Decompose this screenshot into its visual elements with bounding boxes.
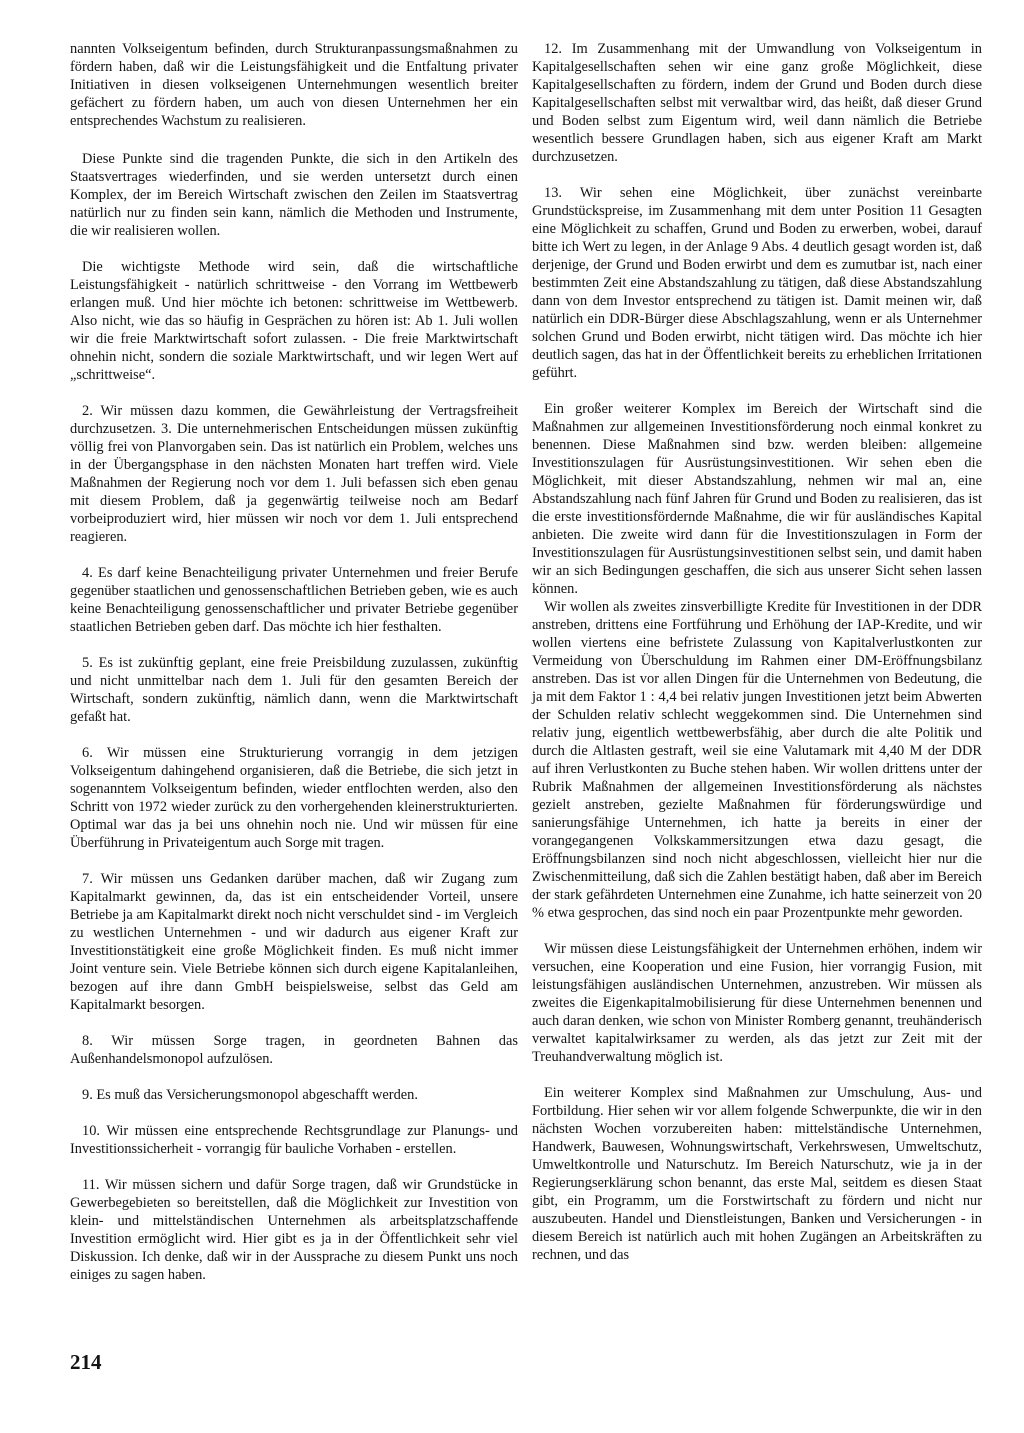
paragraph: 7. Wir müssen uns Gedanken darüber machen, daß wir Zugang zum Kapitalmarkt gewinnen, da, das ist ein entscheidender Vorteil, unsere Betriebe ja am Kapitalmarkt direkt noch nicht verschuldet sind - im Vergleich zu westlichen Unternehmen - und wir dadurch aus eigener Kraft zur Investitionstätigkeit eine große Möglichkeit finden. Es muß nicht immer Joint venture sein. Viele Betriebe können sich durch eigene Kapitalanleihen, bezogen auf ihre dann GmbH beispielsweise, selbst das Geld am Kapitalmarkt besorgen. — [70, 871, 518, 1013]
paragraph: 8. Wir müssen Sorge tragen, in geordneten Bahnen das Außenhandelsmonopol aufzulösen. — [70, 1033, 518, 1067]
paragraph: 12. Im Zusammenhang mit der Umwandlung von Volkseigentum in Kapitalgesellschaften sehen wir eine ganz große Möglichkeit, diese Kapitalgesellschaften zu fördern, indem der Grund und Boden durch diese Kapitalgesellschaften selbst mit verwaltbar wird, das heißt, daß dieser Grund und Boden selbst zum Eigentum wird, weil dann nämlich die Betriebe wesentlich bessere Grundlagen haben, sich aus eigener Kraft am Markt durchzusetzen. — [532, 41, 982, 165]
paragraph: 13. Wir sehen eine Möglichkeit, über zunächst vereinbarte Grundstückspreise, im Zusammenhang mit dem unter Position 11 Gesagten eine Möglichkeit zu schaffen, Grund und Boden zu erwerben, wobei, darauf bitte ich Wert zu legen, in der Anlage 9 Abs. 4 deutlich gesagt worden ist, daß derjenige, der Grund und Boden erwirbt und dem es zumutbar ist, nach einer bestimmten Zeit eine Abstandszahlung zu tätigen, daß diese Abstandszahlung dann von dem Investor entsprechend zu tätigen ist. Damit meinen wir, daß natürlich ein DDR-Bürger diese Abschlagszahlung, wenn er als Unternehmer solchen Grund und Boden erwirbt, nicht tätigen wird. Das möchte ich hier deutlich sagen, das hat in der Öffentlichkeit bereits zu erheblichen Irritationen geführt. — [532, 185, 982, 381]
paragraph: Ein weiterer Komplex sind Maßnahmen zur Umschulung, Aus- und Fortbildung. Hier sehen wir vor allem folgende Schwerpunkte, die wir in den nächsten Wochen vorzubereiten haben: mittelständische Unternehmen, Handwerk, Bauwesen, Wohnungswirtschaft, Verkehrswesen, Umweltschutz, Umweltkontrolle und Naturschutz. Im Bereich Naturschutz, wie ja in der Regierungserklärung schon benannt, das erste Mal, seitdem es diesen Staat gibt, ein Programm, um die Forstwirtschaft zu fördern und nicht nur auszubeuten. Handel und Dienstleistungen, Banken und Versicherungen - in diesem Bereich ist natürlich auch mit hohen Zugängen an Arbeitskräften zu rechnen, und das — [532, 1085, 982, 1263]
left-column — [70, 40, 518, 1284]
paragraph: 4. Es darf keine Benachteiligung privater Unternehmen und freier Berufe gegenüber staatlichen und genossenschaftlichen Betrieben geben, wie es auch keine Benachteiligung genossenschaftlicher und privater Betriebe gegenüber staatlichen Betrieben geben darf. Das möchte ich hier festhalten. — [70, 565, 518, 635]
paragraph: 5. Es ist zukünftig geplant, eine freie Preisbildung zuzulassen, zukünftig und nicht unmittelbar nach dem 1. Juli für den gesamten Bereich der Wirtschaft, sondern zukünftig, nämlich dann, wenn die Marktwirtschaft gefaßt hat. — [70, 655, 518, 725]
page-number: 214 — [70, 1350, 102, 1374]
paragraph: 11. Wir müssen sichern und dafür Sorge tragen, daß wir Grundstücke in Gewerbegebieten so bereitstellen, daß die Möglichkeit zur Investition von klein- und mittelständischen Unternehmen als arbeitsplatzschaffende Investition ermöglicht wird. Hier gibt es ja in der Öffentlichkeit sehr viel Diskussion. Ich denke, daß wir in der Aussprache zu diesem Punkt uns noch einiges zu sagen haben. — [70, 1177, 518, 1283]
paragraph: nannten Volkseigentum befinden, durch Strukturanpassungsmaßnahmen zu fördern haben, daß wir die Leistungsfähigkeit und die Entfaltung privater Initiativen in diesen volkseigenen Unternehmungen wesentlich breiter gefächert zu fördern haben, um auch von diesen Unternehmen her ein entsprechendes Wachstum zu realisieren. — [70, 41, 518, 129]
paragraph: Diese Punkte sind die tragenden Punkte, die sich in den Artikeln des Staatsvertrages wiederfinden, und sie werden untersetzt durch einen Komplex, der im Bereich Wirtschaft zwischen den Zeilen im Staatsvertrag natürlich nur zu finden sein kann, nämlich die Methoden und Instrumente, die wir realisieren wollen. — [70, 151, 518, 239]
paragraph: Ein großer weiterer Komplex im Bereich der Wirtschaft sind die Maßnahmen zur allgemeinen Investitionsförderung noch einmal konkret zu benennen. Diese Maßnahmen sind bzw. werden bleiben: allgemeine Investitionszulagen für Ausrüstungsinvestitionen. Wir sehen eben die Möglichkeit, mit dieser Abstandszahlung, nehmen wir mal an, eine Abstandszahlung nach fünf Jahren für Grund und Boden zu realisieren, das ist die erste investitionsfördernde Maßnahme, die wir für ausländisches Kapital anbieten. Die zweite wird dann für die Investitionszulagen in Form der Investitionszulagen für Ausrüstungsinvestitionen selbst sein, und damit haben wir an sich Bedingungen geschaffen, die sich aus unserer Sicht sehen lassen können. — [532, 401, 982, 597]
paragraph: Wir müssen diese Leistungsfähigkeit der Unternehmen erhöhen, indem wir versuchen, eine Kooperation und eine Fusion, hier vorrangig Fusion, mit leistungsfähigen ausländischen Unternehmen, anzustreben. Wir müssen als zweites die Eigenkapitalmobilisierung für diese Unternehmen benennen und auch daran denken, wie schon von Minister Romberg genannt, treuhänderisch verwaltet kapitalwirksamer zu werden, als das jetzt zur Zeit mit der Treuhandverwaltung möglich ist. — [532, 941, 982, 1065]
paragraph: 2. Wir müssen dazu kommen, die Gewährleistung der Vertragsfreiheit durchzusetzen. 3. Die unternehmerischen Entscheidungen müssen zukünftig völlig frei von Planvorgaben sein. Das ist natürlich ein Problem, welches uns in der Übergangsphase in den nächsten Monaten hart treffen wird. Viele Maßnahmen der Regierung noch vor dem 1. Juli befassen sich eben genau mit diesem Problem, daß ja gegenwärtig teilweise noch am Bedarf vorbeiproduziert wird, hier müssen wir noch vor dem 1. Juli entsprechend reagieren. — [70, 403, 518, 545]
paragraph: Wir wollen als zweites zinsverbilligte Kredite für Investitionen in der DDR anstreben, drittens eine Fortführung und Erhöhung der IAP-Kredite, und wir wollen viertens eine befristete Zulassung von Kapitalverlustkonten zur Vermeidung von Überschuldung im Rahmen einer DM-Eröffnungsbilanz anstreben. Das ist vor allen Dingen für die Unternehmen von Bedeutung, die ja mit dem Faktor 1 : 4,4 bei relativ jungen Investitionen jetzt beim Abwerten der Schulden relativ schlecht weggekommen sind. Die Unternehmen sind relativ jung, eigentlich wettbewerbsfähig, aber durch die alte Politik und durch die Altlasten gestraft, weil sie eine Valutamark mit 4,40 M der DDR auf ihren Verlustkonten zu Buche stehen haben. Wir wollen drittens unter der Rubrik Maßnahmen der allgemeinen Investitionsförderung als nächstes gezielt anstreben, gezielte Maßnahmen für förderungswürdige und sanierungsfähige Unternehmen, ich hatte ja bereits in einer der vorangegangenen Volkskammersitzungen etwa dazu gesagt, die Eröffnungsbilanzen sind noch nicht abgeschlossen, vielleicht hier nur die Zwischenmitteilung, daß sich die Zahlen bestätigt haben, daß aber im Bereich der stark gefährdeten Unternehmen eine Zunahme, ich hatte seinerzeit von 20 % etwa gesprochen, das sind noch ein paar Prozentpunkte mehr geworden. — [532, 599, 982, 921]
right-column — [532, 40, 982, 1264]
paragraph: 10. Wir müssen eine entsprechende Rechtsgrundlage zur Planungs- und Investitionssicherheit - vorrangig für bauliche Vorhaben - erstellen. — [70, 1123, 518, 1157]
paragraph: 9. Es muß das Versicherungsmonopol abgeschafft werden. — [82, 1087, 418, 1103]
paragraph: Die wichtigste Methode wird sein, daß die wirtschaftliche Leistungsfähigkeit - natürlich schrittweise - den Vorrang im Wettbewerb erlangen muß. Und hier möchte ich betonen: schrittweise im Wettbewerb. Also nicht, wie das so häufig in Gesprächen zu hören ist: Ab 1. Juli wollen wir die freie Marktwirtschaft sofort zulassen. - Die freie Marktwirtschaft ohnehin nicht, sondern die soziale Marktwirtschaft, und wir legen Wert auf „schrittweise“. — [70, 259, 518, 383]
paragraph: 6. Wir müssen eine Strukturierung vorrangig in dem jetzigen Volkseigentum dahingehend organisieren, daß die Betriebe, die sich jetzt in sogenanntem Volkseigentum befinden, wieder entflochten werden, also den Schritt von 1972 wieder zurück zu den vorhergehenden kleinerstrukturierten. Optimal war das ja bei uns ohnehin noch nie. Und wir müssen für eine Überführung in Privateigentum auch Sorge mit tragen. — [70, 745, 518, 851]
